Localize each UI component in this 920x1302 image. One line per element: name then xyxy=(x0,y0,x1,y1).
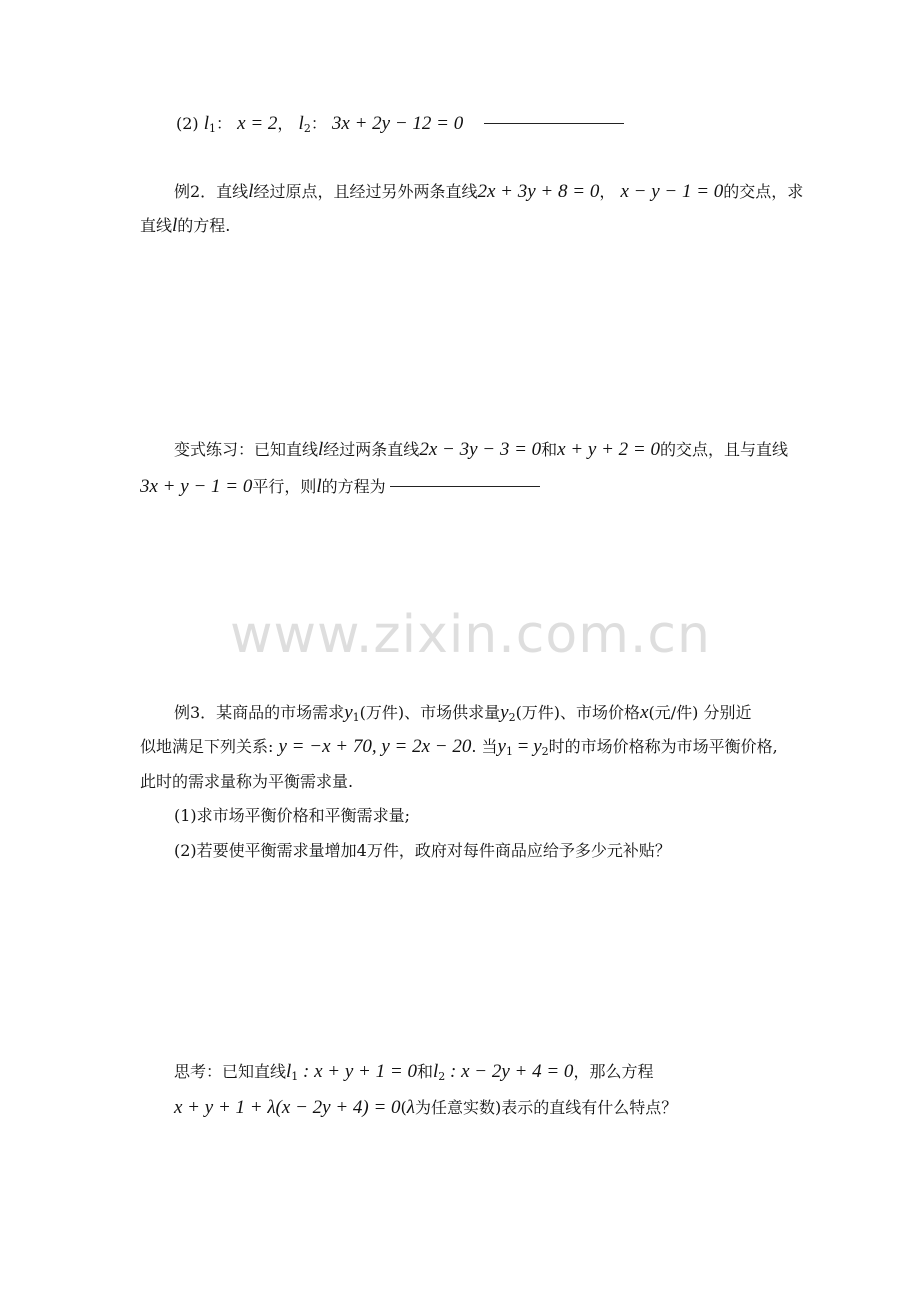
equation: y = −x + 70, y = 2x − 20 xyxy=(278,736,472,757)
example2-line1 xyxy=(174,182,803,202)
text: 的方程为 xyxy=(321,477,386,496)
equation: x − y − 1 = 0 xyxy=(620,181,724,202)
text: 和 xyxy=(416,1062,433,1081)
var-y2: y xyxy=(533,736,542,757)
text: 的交点，求 xyxy=(723,182,804,201)
text: (万件)、市场价格 xyxy=(515,703,641,722)
text: 直线 xyxy=(140,216,173,235)
equation: x + y + 2 = 0 xyxy=(557,439,661,460)
equation: 3x + y − 1 = 0 xyxy=(140,476,253,497)
var-l2: l xyxy=(432,1061,439,1082)
equation: x + y + 1 + λ(x − 2y + 4) = 0 xyxy=(174,1097,401,1118)
text: 经过两条直线 xyxy=(323,440,420,459)
example3-question2: (2)若要使平衡需求量增加4万件，政府对每件商品应给予多少元补贴？ xyxy=(174,841,671,860)
colon: ： xyxy=(310,114,327,133)
text: 和 xyxy=(541,440,558,459)
equation: : x + y + 1 = 0 xyxy=(298,1061,417,1082)
var-lambda: λ xyxy=(406,1097,416,1118)
colon: ： xyxy=(216,114,233,133)
text: 时的市场价格称为市场平衡价格, xyxy=(548,737,778,756)
sub: 2 xyxy=(508,711,516,724)
text: 思考：已知直线 xyxy=(174,1062,287,1081)
example3-line3: 此时的需求量称为平衡需求量. xyxy=(140,772,354,791)
sub: 2 xyxy=(303,122,311,135)
variant-line1 xyxy=(174,440,788,460)
var-l2: l xyxy=(298,113,304,134)
text: 为任意实数)表示的直线有什么特点？ xyxy=(415,1098,678,1117)
equation: : x − 2y + 4 = 0 xyxy=(445,1061,574,1082)
example3-question1: (1)求市场平衡价格和平衡需求量; xyxy=(174,806,411,825)
var-x: x xyxy=(640,702,649,723)
sub: 1 xyxy=(291,1070,299,1083)
think-line1 xyxy=(174,1062,653,1087)
equation: 2x + 3y + 8 = 0 xyxy=(477,181,600,202)
text: ，那么方程 xyxy=(573,1062,654,1081)
variant-line2 xyxy=(140,477,540,497)
sub: 1 xyxy=(352,711,360,724)
text: 例2．直线 xyxy=(174,182,249,201)
example2-line2 xyxy=(140,216,230,236)
sub: 2 xyxy=(438,1070,446,1083)
text: 经过原点，且经过另外两条直线 xyxy=(253,182,478,201)
var-y1: y xyxy=(497,736,506,757)
text: (万件)、市场供求量 xyxy=(359,703,501,722)
sub: 2 xyxy=(541,745,549,758)
watermark: www.zixin.com.cn xyxy=(230,605,711,665)
answer-blank[interactable] xyxy=(390,486,540,487)
separator: ， xyxy=(599,182,616,201)
equation: 3x + 2y − 12 = 0 xyxy=(331,113,464,134)
item-label: (2) xyxy=(176,114,199,133)
var-l: l xyxy=(172,215,178,236)
text: 例3．某商品的市场需求 xyxy=(174,703,345,722)
var-y1: y xyxy=(344,702,353,723)
var-l1: l xyxy=(286,1061,292,1082)
equals: = xyxy=(512,736,534,757)
example3-line1 xyxy=(174,703,751,728)
sub: 1 xyxy=(209,122,217,135)
text: 的方程. xyxy=(177,216,231,235)
example3-line2 xyxy=(140,737,778,762)
sub: 1 xyxy=(505,745,513,758)
text: 平行，则 xyxy=(252,477,317,496)
var-l: l xyxy=(318,439,324,460)
answer-blank[interactable] xyxy=(484,123,624,124)
text: 的交点，且与直线 xyxy=(660,440,789,459)
text: ( xyxy=(400,1098,407,1117)
var-y2: y xyxy=(500,702,509,723)
separator: ， xyxy=(277,114,294,133)
equation: x = 2 xyxy=(237,113,278,134)
section-2-line xyxy=(176,114,624,139)
equation: 2x − 3y − 3 = 0 xyxy=(419,439,542,460)
var-l1: l xyxy=(203,113,210,134)
think-line2 xyxy=(174,1098,677,1118)
var-l: l xyxy=(316,476,322,497)
var-l: l xyxy=(248,181,254,202)
text: . 当 xyxy=(471,737,498,756)
text: 似地满足下列关系: xyxy=(140,737,274,756)
text: (元/件) 分别近 xyxy=(648,703,752,722)
text: 变式练习：已知直线 xyxy=(174,440,319,459)
